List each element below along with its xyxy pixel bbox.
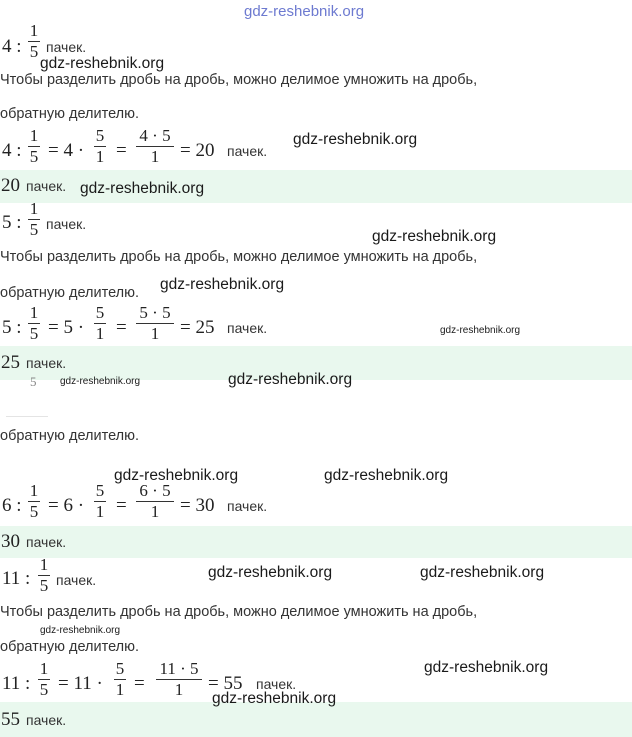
problem-1-fraction (28, 22, 40, 61)
calc-1-result: = 20 (180, 140, 215, 161)
calc-4-start: 11 : (2, 673, 31, 694)
rule-text-2: обратную делителю. (0, 285, 140, 301)
rule-text-2: обратную делителю. (0, 428, 140, 444)
calc-4-unit: пачек. (256, 676, 297, 692)
rule-text-2: обратную делителю. (0, 639, 140, 655)
faint-divider (6, 416, 48, 417)
calc-1-fraction-c: 4 · 5 1 (136, 127, 174, 166)
problem-4-int: 11 : (2, 568, 31, 589)
calc-1-unit: пачек. (227, 143, 268, 159)
watermark: gdz-reshebnik.org (420, 564, 545, 581)
calc-1-fraction-a: 1 5 (29, 126, 39, 166)
calc-3-fraction-b: 5 1 (95, 481, 105, 521)
problem-1-unit: пачек. (46, 39, 87, 55)
watermark: gdz-reshebnik.org (424, 659, 549, 676)
watermark: gdz-reshebnik.org (114, 467, 239, 484)
calc-1-mid: = 4 · (48, 140, 85, 161)
answer-3-number: 30 (1, 531, 20, 552)
watermark-top: gdz-reshebnik.org (244, 3, 365, 20)
problem-4-fraction: 1 5 (39, 555, 49, 595)
watermark: gdz-reshebnik.org (40, 55, 165, 72)
watermark: gdz-reshebnik.org (372, 228, 497, 245)
watermark: gdz-reshebnik.org (212, 690, 337, 707)
calc-2-start: 5 : (2, 317, 22, 338)
watermark: gdz-reshebnik.org (208, 564, 333, 581)
watermark-small: gdz-reshebnik.org (40, 625, 121, 636)
calc-4-fraction-a: 1 5 (39, 659, 49, 699)
answer-1-unit: пачек. (26, 178, 67, 194)
problem-2-unit: пачек. (46, 216, 87, 232)
calc-2-mid: = 5 · (48, 317, 85, 338)
denominator: 5 (29, 42, 39, 61)
calc-4-fraction-b: 5 1 (115, 659, 125, 699)
answer-band-3 (0, 526, 632, 558)
numerator: 1 (29, 21, 39, 40)
calc-4-result: = 55 (208, 673, 243, 694)
calc-2-unit: пачек. (227, 320, 268, 336)
watermark: gdz-reshebnik.org (80, 180, 205, 197)
rule-text-2: обратную делителю. (0, 106, 140, 122)
calc-4-mid: = 11 · (58, 673, 103, 694)
calc-3-unit: пачек. (227, 498, 268, 514)
calc-2-fraction-a: 1 5 (29, 303, 39, 343)
answer-2-number: 25 (1, 352, 20, 373)
problem-4-unit: пачек. (56, 572, 97, 588)
calc-3-start: 6 : (2, 495, 22, 516)
calc-4-fraction-c: 11 · 5 1 (156, 660, 202, 699)
problem-1-int: 4 : (2, 36, 22, 57)
rule-text-1: Чтобы разделить дробь на дробь, можно делимое умножить на дробь, (0, 72, 478, 88)
calc-3-fraction-c: 6 · 5 1 (136, 482, 174, 521)
answer-3-unit: пачек. (26, 534, 67, 550)
calc-1-fraction-b: 5 1 (95, 126, 105, 166)
problem-2-int: 5 : (2, 212, 22, 233)
stray-digit: 5 (30, 374, 37, 389)
watermark: gdz-reshebnik.org (160, 276, 285, 293)
calc-3-result: = 30 (180, 495, 215, 516)
calc-1-eq: = (116, 140, 127, 161)
answer-4-number: 55 (1, 709, 20, 730)
rule-text-1: Чтобы разделить дробь на дробь, можно делимое умножить на дробь, (0, 604, 478, 620)
watermark: gdz-reshebnik.org (228, 371, 353, 388)
watermark: gdz-reshebnik.org (324, 467, 449, 484)
answer-2-unit: пачек. (26, 355, 67, 371)
answer-4-unit: пачек. (26, 712, 67, 728)
watermark: gdz-reshebnik.org (293, 131, 418, 148)
calc-4-eq: = (134, 673, 145, 694)
watermark-small: gdz-reshebnik.org (60, 376, 141, 387)
answer-1-number: 20 (1, 175, 20, 196)
calc-2-fraction-c: 5 · 5 1 (136, 304, 174, 343)
watermark-small: gdz-reshebnik.org (440, 325, 521, 336)
calc-2-eq: = (116, 317, 127, 338)
calc-3-mid: = 6 · (48, 495, 85, 516)
problem-2-fraction: 1 5 (29, 199, 39, 239)
calc-1-start: 4 : (2, 140, 22, 161)
calc-2-fraction-b: 5 1 (95, 303, 105, 343)
rule-text-1: Чтобы разделить дробь на дробь, можно делимое умножить на дробь, (0, 249, 478, 265)
calc-2-result: = 25 (180, 317, 215, 338)
calc-3-fraction-a: 1 5 (29, 481, 39, 521)
calc-3-eq: = (116, 495, 127, 516)
